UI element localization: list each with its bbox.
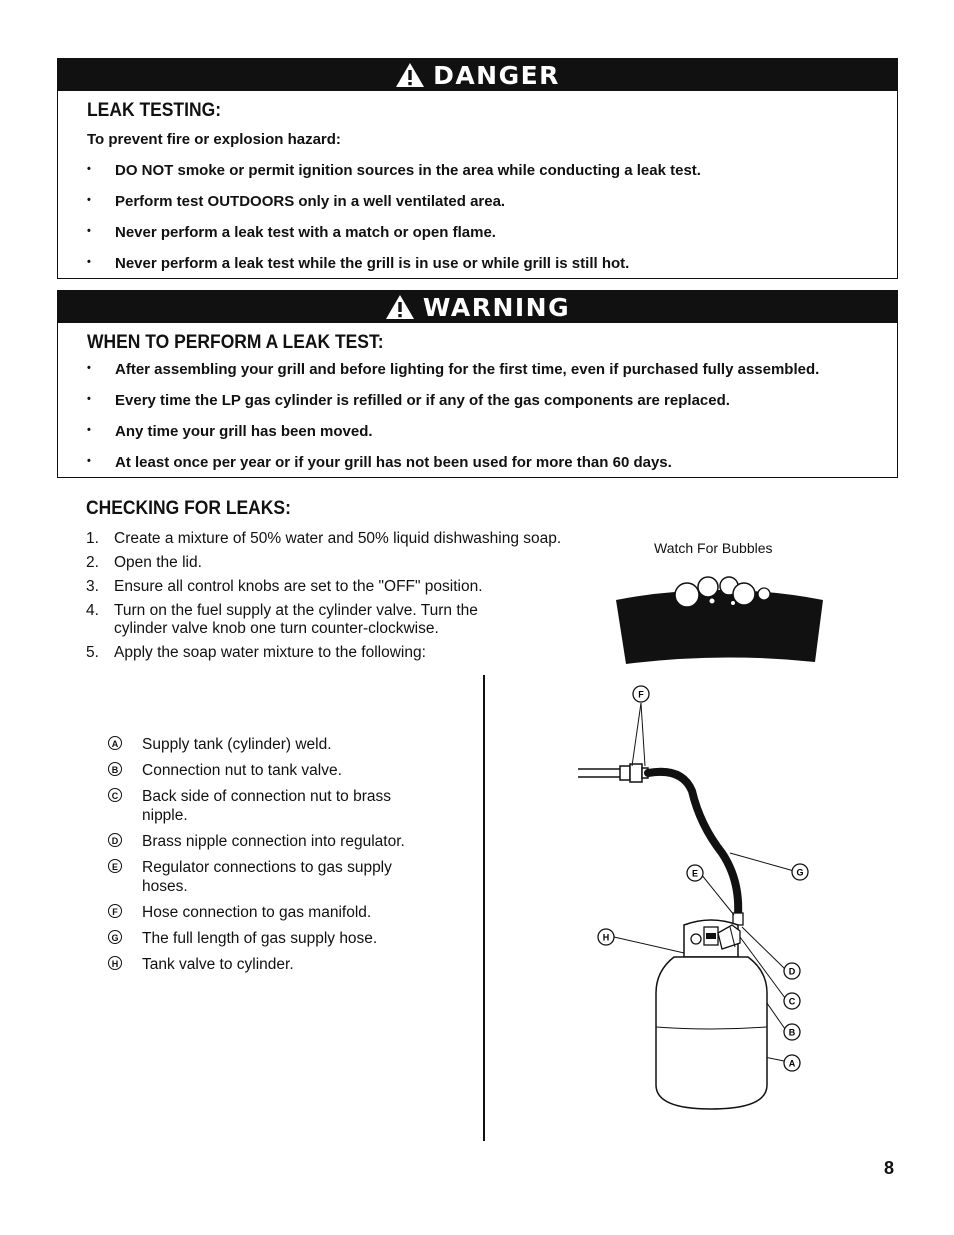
callout-e: E: [691, 868, 699, 879]
part-item: [108, 903, 408, 922]
step-item: [86, 578, 606, 596]
part-letter-badge: E: [108, 859, 122, 873]
danger-title: DANGER: [433, 60, 560, 90]
list-item: • DO NOT smoke or permit ignition sources in the area while conducting a leak test.: [87, 162, 701, 179]
part-item: [108, 761, 408, 780]
step-number: 2.: [86, 554, 99, 571]
warning-triangle-icon: [385, 294, 415, 320]
list-item: • At least once per year or if your grill has not been used for more than 60 days.: [87, 454, 819, 471]
part-letter-badge: G: [108, 930, 122, 944]
part-letter-badge: A: [108, 736, 122, 750]
step-number: 1.: [86, 530, 99, 547]
list-item: • Perform test OUTDOORS only in a well ventilated area.: [87, 193, 701, 210]
watch-bubbles-label: Watch For Bubbles: [654, 540, 773, 556]
part-letter-badge: D: [108, 833, 122, 847]
step-item: [86, 644, 606, 662]
step-item: [86, 554, 606, 572]
part-text: The full length of gas supply hose.: [142, 930, 378, 947]
step-text: Open the lid.: [114, 554, 202, 571]
when-to-test-heading: WHEN TO PERFORM A LEAK TEST:: [87, 332, 384, 353]
checking-heading: CHECKING FOR LEAKS:: [86, 498, 291, 519]
part-item: [108, 955, 408, 974]
part-text: Connection nut to tank valve.: [142, 762, 342, 779]
list-item: • Never perform a leak test with a match or open flame.: [87, 224, 701, 241]
step-item: [86, 530, 606, 548]
bubbles-illustration: [612, 572, 827, 668]
lp-tank-diagram: [570, 675, 820, 1120]
part-text: Regulator connections to gas supply hoses.: [142, 859, 392, 895]
danger-box: [57, 58, 898, 279]
part-letter-badge: B: [108, 762, 122, 776]
part-item: [108, 735, 408, 754]
warning-list: [87, 361, 819, 471]
callout-a: A: [788, 1058, 796, 1069]
part-letter-badge: H: [108, 956, 122, 970]
danger-list: [87, 162, 701, 272]
part-item: [108, 858, 408, 896]
part-text: Brass nipple connection into regulator.: [142, 833, 405, 850]
column-divider: [483, 675, 485, 1141]
callout-b: B: [788, 1027, 796, 1038]
step-number: 4.: [86, 602, 99, 619]
list-item: • Every time the LP gas cylinder is refilled or if any of the gas components are replaced.: [87, 392, 819, 409]
part-item: [108, 787, 408, 825]
callout-d: D: [788, 966, 796, 977]
step-item: [86, 602, 514, 638]
warning-triangle-icon: [395, 62, 425, 88]
step-text: Ensure all control knobs are set to the "OFF" position.: [114, 578, 483, 595]
part-text: Tank valve to cylinder.: [142, 956, 294, 973]
steps-list: [86, 530, 606, 662]
callout-h: H: [602, 932, 610, 943]
page-number: 8: [884, 1158, 895, 1178]
warning-box: [57, 290, 898, 478]
step-number: 5.: [86, 644, 99, 661]
warning-banner: [58, 291, 897, 323]
part-text: Supply tank (cylinder) weld.: [142, 736, 332, 753]
danger-banner: [58, 59, 897, 91]
callout-c: C: [788, 996, 796, 1007]
step-text: Create a mixture of 50% water and 50% liquid dishwashing soap.: [114, 530, 562, 547]
part-letter-badge: C: [108, 788, 122, 802]
callout-g: G: [796, 867, 804, 878]
step-text: Apply the soap water mixture to the following:: [114, 644, 426, 661]
part-item: [108, 832, 408, 851]
leak-testing-heading: LEAK TESTING:: [87, 100, 222, 121]
part-text: Back side of connection nut to brass nipple.: [142, 788, 392, 824]
list-item: • After assembling your grill and before lighting for the first time, even if purchased fully assembled.: [87, 361, 819, 378]
callout-f: F: [638, 689, 644, 700]
parts-list: [108, 735, 408, 974]
part-text: Hose connection to gas manifold.: [142, 904, 372, 921]
warning-title: WARNING: [422, 292, 571, 322]
danger-intro: To prevent fire or explosion hazard:: [87, 131, 341, 148]
list-item: • Any time your grill has been moved.: [87, 423, 819, 440]
part-letter-badge: F: [108, 904, 122, 918]
list-item: • Never perform a leak test while the grill is in use or while grill is still hot.: [87, 255, 701, 272]
part-item: [108, 929, 408, 948]
step-text: Turn on the fuel supply at the cylinder valve. Turn the cylinder valve knob one turn counter-clockwise.: [114, 602, 478, 637]
step-number: 3.: [86, 578, 99, 595]
